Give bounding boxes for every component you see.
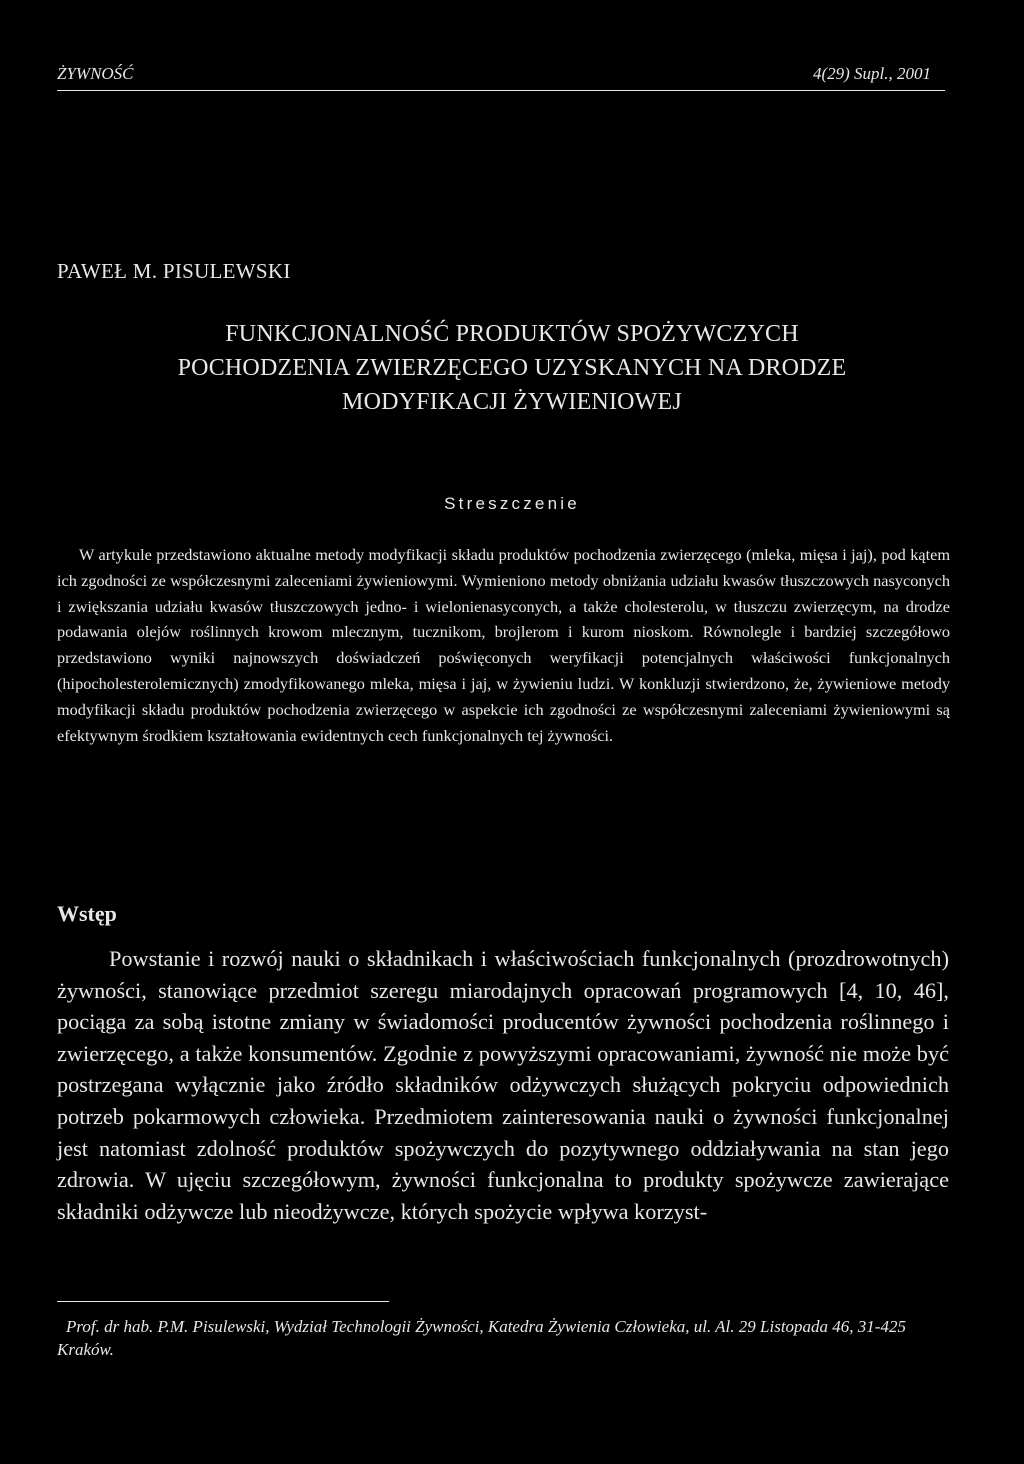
footnote-divider [57,1301,389,1302]
journal-name: ŻYWNOŚĆ [57,64,134,83]
running-header [57,64,945,91]
title-line: POCHODZENIA ZWIERZĘCEGO UZYSKANYCH NA DRODZE [177,355,847,381]
title-line: FUNKCJONALNOŚĆ PRODUKTÓW SPOŻYWCZYCH [225,321,799,347]
introduction-paragraph: Powstanie i rozwój nauki o składnikach i właściwościach funkcjonalnych (prozdrowotnych) żywności, stanowiące przedmiot szeregu miarodajnych opracowań programowych [4, 10, 46], pociąga za sobą istotne zmiany w świadomości producentów żywności pochodzenia roślinnego i zwierzęcego, a także konsumentów. Zgodnie z powyższymi opracowaniami, żywność nie może być postrzegana wyłącznie jako źródło składników odżywczych służących pokryciu odpowiednich potrzeb pokarmowych człowieka. Przedmiotem zainteresowania nauki o żywności funkcjonalnej jest natomiast zdolność produktów spożywczych do pozytywnego oddziaływania na stan jego zdrowia. W ujęciu szczegółowym, żywności funkcjonalna to produkty spożywcze zawierające składniki odżywcze lub nieodżywcze, których spożycie wpływa korzyst- [57,946,949,1224]
abstract-text: W artykule przedstawiono aktualne metody modyfikacji składu produktów pochodzenia zwierzęcego (mleka, mięsa i jaj), pod kątem ich zgodności ze współczesnymi zaleceniami żywieniowymi. Wymieniono metody obniżania udziału kwasów tłuszczowych nasyconych i zwiększania udziału kwasów tłuszczowych jedno- i wielonienasyconych, a także cholesterolu, w tłuszczu zwierzęcym, na drodze podawania olejów roślinnych krowom mlecznym, tucznikom, brojlerom i kurom nioskom. Równolegle i bardziej szczegółowo przedstawiono wyniki najnowszych doświadczeń poświęconych weryfikacji potencjalnych właściwości funkcjonalnych (hipocholesterolemicznych) zmodyfikowanego mleka, mięsa i jaj, w żywieniu ludzi. W konkluzji stwierdzono, że, żywieniowe metody modyfikacji składu produktów pochodzenia zwierzęcego w aspekcie ich zgodności ze współczesnymi zaleceniami żywieniowymi są efektywnym środkiem kształtowania ewidentnych cech funkcjonalnych tej żywności. [57,545,950,745]
section-heading-introduction: Wstęp [57,901,117,926]
issue-number: 4(29) Supl., 2001 [812,64,931,83]
title-line: MODYFIKACJI ŻYWIENIOWEJ [342,389,682,415]
abstract-heading: Streszczenie [444,494,580,513]
author-affiliation-footnote: Prof. dr hab. P.M. Pisulewski, Wydział Technologii Żywności, Katedra Żywienia Człowieka, ul. Al. 29 Listopada 46, 31-425 Kraków. [57,1317,906,1359]
article-title [57,317,967,419]
author-name: PAWEŁ M. PISULEWSKI [57,259,291,283]
